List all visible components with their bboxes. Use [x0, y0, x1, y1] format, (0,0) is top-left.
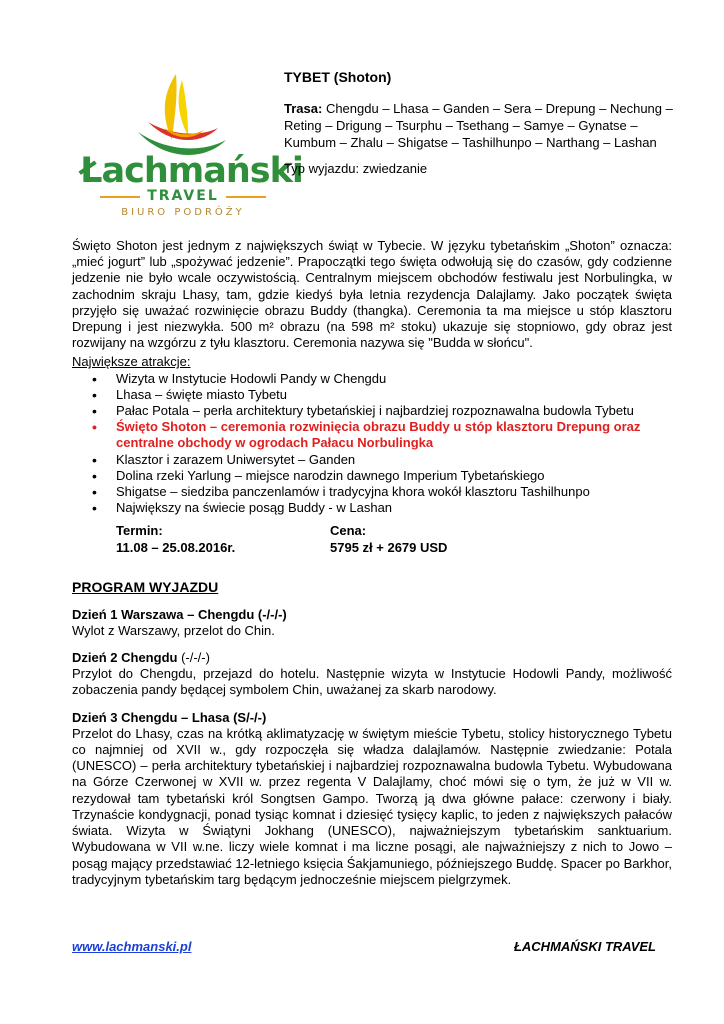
date-label: Termin: — [116, 523, 163, 539]
price-value: 5795 zł + 2679 USD — [330, 539, 448, 555]
main-content — [72, 238, 672, 888]
attraction-item: • Dolina rzeki Yarlung – miejsce narodzin dawnego Imperium Tybetańskiego — [90, 468, 672, 484]
attraction-item: • Wizyta w Instytucie Hodowli Pandy w Chengdu — [90, 371, 672, 387]
day-2 — [72, 650, 672, 699]
program-heading: PROGRAM WYJAZDU — [72, 579, 219, 596]
footer-brand: ŁACHMAŃSKI TRAVEL — [513, 939, 656, 954]
logo-divider-right — [226, 196, 266, 198]
date-value: 11.08 – 25.08.2016r. — [116, 539, 236, 555]
attraction-item: • Pałac Potala – perła architektury tybetańskiej i najbardziej rozpoznawalna budowla Tybetu — [90, 403, 672, 419]
company-logo — [68, 70, 303, 220]
attraction-item: • Shigatse – siedziba panczenlamów i tradycyjna khora wokół klasztoru Tashilhunpo — [90, 484, 672, 500]
day-3-title: Dzień 3 Chengdu – Lhasa (S/-/-) — [72, 709, 267, 725]
day-2-title: Dzień 2 Chengdu — [72, 650, 178, 666]
trip-type: Typ wyjazdu: zwiedzanie — [284, 161, 428, 176]
logo-subtitle: BIURO PODRÓŻY — [121, 207, 245, 218]
logo-divider-left — [100, 196, 140, 198]
day-1-title: Dzień 1 Warszawa – Chengdu (-/-/-) — [72, 606, 287, 622]
day-3-text: Przelot do Lhasy, czas na krótką aklimatyzację w świętym mieście Tybetu, stolicy historycznego Tybetu co najmniej od XVII w., gdy rozpoczęła się władza dalajlamów. Następnie zwiedzanie: Potala (UNESCO) – perła architektury tybetańskiej i najbardziej rozpoznawalna budowla Tybetu. Wybudowana na Górze Czerwonej w XVII w. przez regenta V Dalajlamy, choć mówi się o tym, że już w VII w. rezydował tam tybetański król Songtsen Gampo. Tworzą ją dwa główne pałace: czerwony i biały. Trzynaście kondygnacji, ponad tysiąc komnat i dziesięć tysięcy kaplic, to jeden z największych pałaców świata. Wizyta w Świątyni Jokhang (UNESCO), najważniejszym tybetańskim sanktuarium. Wybudowana w VII w.ne. liczy wiele komnat i ma liczne posągi, ale najważniejszy z nich to Jowo – posąg mający przedstawiać 12-letniego księcia Śakjamuniego, późniejszego Buddę. Spacer po Barkhor, tradycyjnym tybetańskim targ będącym jednocześnie miejscem pielgrzymek. — [72, 725, 672, 887]
route-paragraph — [284, 100, 674, 151]
logo-travel-text: TRAVEL — [147, 188, 219, 204]
attraction-item-highlighted: • Święto Shoton – ceremonia rozwinięcia obrazu Buddy u stóp klasztoru Drepung oraz centralne obchody w ogrodach Pałacu Norbulingka — [90, 419, 672, 451]
day-3 — [72, 710, 672, 888]
route-text: Chengdu – Lhasa – Ganden – Sera – Drepung – Nechung – Reting – Drigung – Tsurphu – Tsethang – Samye – Gynatse – Kumbum – Zhalu – Shigatse – Tashilhunpo – Narthang – Lashan — [284, 101, 673, 150]
day-2-text: Przylot do Chengdu, przejazd do hotelu. Następnie wizyta w Instytucie Hodowli Pandy, możliwość zobaczenia pandy będącej symbolem Chin, uważanej za skarb narodowy. — [72, 666, 672, 698]
logo-flame-graphic — [68, 70, 282, 160]
attraction-item: • Największy na świecie posąg Buddy - w Lashan — [90, 500, 672, 516]
terms-block — [72, 523, 672, 559]
attraction-item: • Lhasa – święte miasto Tybetu — [90, 387, 672, 403]
attractions-heading: Największe atrakcje: — [72, 354, 191, 370]
website-link[interactable]: www.lachmanski.pl — [72, 939, 192, 954]
logo-wordmark: Łachmański — [80, 151, 303, 191]
day-2-meals: (-/-/-) — [181, 650, 210, 666]
attraction-item: • Klasztor i zarazem Uniwersytet – Ganden — [90, 452, 672, 468]
day-1-text: Wylot z Warszawy, przelot do Chin. — [72, 622, 275, 638]
price-label: Cena: — [330, 523, 367, 539]
intro-paragraph: Święto Shoton jest jednym z największych świąt w Tybecie. W języku tybetańskim „Shoton” oznacza: „mieć jogurt” lub „spożywać jedzenie”. Prapoczątki tego święta odwołują się do czasów, gdy codzienne jedzenie nie było wcale oczywistością. Centralnym miejscem obchodów festiwalu jest Norbulingka, w zachodnim skraju Lhasy, tam, gdzie kiedyś była letnia rezydencja Dalajlamy. Jako początek święta przyjęło się uważać rozwinięcie obrazu Buddy (thangka). Ceremonia ta ma miejsce u stóp klasztoru Drepung i jest niezwykła. 500 m² obrazu (na 598 m² stoku) ukazuje się stopniowo, gdy obraz jest rozwijany na wzgórzu z tyłu klasztoru. Ceremonia nazywa się "Budda w słońcu". — [72, 238, 672, 351]
day-1 — [72, 607, 672, 639]
tour-title: TYBET (Shoton) — [284, 69, 392, 85]
price-column — [330, 523, 447, 555]
day-2-title-row — [72, 650, 672, 666]
attractions-list — [72, 371, 672, 517]
route-label: Trasa: — [284, 101, 323, 116]
date-column — [116, 523, 235, 555]
